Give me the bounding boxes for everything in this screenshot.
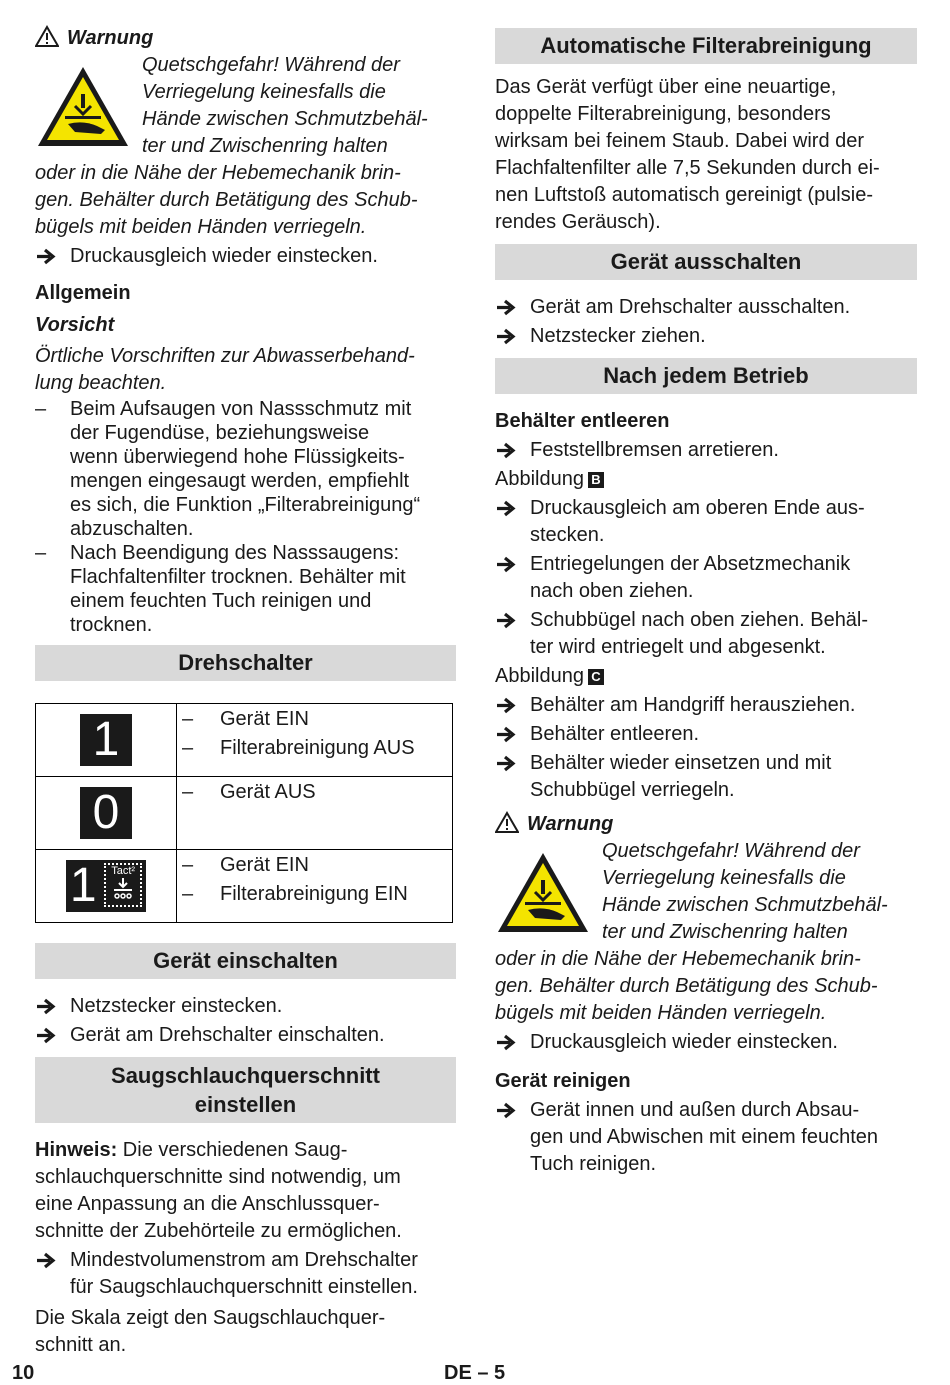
- arrow-right-icon: [495, 437, 519, 464]
- figure-reference-b: Abbildung B: [495, 466, 917, 493]
- step-item: Schubbügel nach oben ziehen. Behäl- ter wird entriegelt und abgesenkt.: [495, 607, 917, 661]
- warning-text-line: Hände zwischen Schmutzbehäl-: [142, 108, 428, 130]
- filter-paragraph: Das Gerät verfügt über eine neuartige, doppelte Filterabreinigung, besonders wirksam bei feinem Staub. Dabei wird der Flachfaltenfilter alle 7,5 Sekunden durch ei- nen Luftstoß automatisch gereinigt (pulsie- rendes Geräusch).: [495, 76, 880, 233]
- step-item: Gerät am Drehschalter einschalten.: [35, 1022, 456, 1049]
- switch-description-cell: – Gerät EIN – Filterabreinigung EIN: [177, 850, 453, 923]
- figure-reference-c: Abbildung C: [495, 663, 917, 690]
- page-number-right: DE – 5: [444, 1362, 506, 1384]
- section-heading-nach-betrieb: Nach jedem Betrieb: [495, 358, 917, 394]
- step-item: Mindestvolumenstrom am Drehschalter für Saugschlauchquerschnitt einstellen.: [35, 1247, 456, 1301]
- hint-paragraph: Hinweis: Die verschiedenen Saug- schlauchquerschnitte sind notwendig, um eine Anpassung an die Anschlussquer- schnitte der Zubehörteile zu ermöglichen.: [35, 1139, 402, 1242]
- switch-description-cell: – Gerät AUS: [177, 777, 453, 850]
- warning-text-line: Verriegelung keinesfalls die: [142, 81, 386, 103]
- figure-letter-b: B: [588, 472, 604, 488]
- dash-marker: –: [35, 542, 47, 564]
- warning-block-1: [35, 24, 456, 270]
- list-item: – Nach Beendigung des Nasssaugens: Flachfaltenfilter trocknen. Behälter mit einem feuchten Tuch reinigen und trocknen.: [35, 542, 406, 636]
- warning-title: Warnung: [495, 810, 917, 838]
- arrow-right-icon: [495, 692, 519, 719]
- step-item: Behälter wieder einsetzen und mit Schubbügel verriegeln.: [495, 750, 917, 804]
- table-row: [36, 850, 453, 923]
- step-item: Feststellbremsen arretieren.: [495, 437, 917, 464]
- crush-hazard-icon: [495, 850, 591, 936]
- warning-text-line: bügels mit beiden Händen verriegeln.: [35, 216, 367, 238]
- step-item: Gerät innen und außen durch Absau- gen und Abwischen mit einem feuchten Tuch reinigen.: [495, 1097, 917, 1178]
- step-item: Entriegelungen der Absetzmechanik nach oben ziehen.: [495, 551, 917, 605]
- arrow-right-icon: [495, 294, 519, 321]
- warning-text-line: ter und Zwischenring halten: [142, 135, 388, 157]
- arrow-right-icon: [35, 243, 59, 270]
- page-number-left: 10: [12, 1362, 35, 1384]
- arrow-right-icon: [495, 750, 519, 777]
- subheading-geraet-reinigen: Gerät reinigen: [495, 1070, 631, 1092]
- arrow-right-icon: [495, 495, 519, 522]
- warning-text-line: Quetschgefahr! Während der: [142, 54, 400, 76]
- arrow-right-icon: [495, 323, 519, 350]
- warning-text-line: gen. Behälter durch Betätigung des Schub-: [495, 975, 878, 997]
- step-item: Druckausgleich wieder einstecken.: [495, 1029, 917, 1056]
- warning-triangle-icon: [495, 811, 519, 833]
- arrow-right-icon: [35, 1247, 59, 1274]
- step-item: Netzstecker einstecken.: [35, 993, 456, 1020]
- section-heading-saugschlauch: Saugschlauchquerschnitt einstellen: [35, 1057, 456, 1123]
- step-item: Druckausgleich am oberen Ende aus- stecken.: [495, 495, 917, 549]
- step-item: Netzstecker ziehen.: [495, 323, 917, 350]
- switch-table: [35, 703, 453, 923]
- warning-text-line: oder in die Nähe der Hebemechanik brin-: [35, 162, 401, 184]
- warning-triangle-icon: [35, 25, 59, 47]
- caution-text-line: Örtliche Vorschriften zur Abwasserbehand-: [35, 345, 415, 367]
- step-item: Behälter am Handgriff herausziehen.: [495, 692, 917, 719]
- switch-symbol-0: 0: [80, 787, 132, 839]
- arrow-right-icon: [495, 1029, 519, 1056]
- arrow-right-icon: [495, 551, 519, 578]
- section-heading-einschalten: Gerät einschalten: [35, 943, 456, 979]
- scale-text-line: Die Skala zeigt den Saugschlauchquer-: [35, 1307, 386, 1329]
- step-item: Behälter entleeren.: [495, 721, 917, 748]
- step-item: Druckausgleich wieder einstecken.: [35, 243, 456, 270]
- filter-pulse-icon: [111, 877, 135, 901]
- warning-text-line: Verriegelung keinesfalls die: [602, 867, 846, 889]
- caution-text-line: lung beachten.: [35, 372, 167, 394]
- warning-text-line: ter und Zwischenring halten: [602, 921, 848, 943]
- warning-title: Warnung: [35, 24, 456, 52]
- table-row: [36, 704, 453, 777]
- crush-hazard-icon: [35, 64, 131, 150]
- warning-block-2: [495, 810, 917, 1056]
- warning-text-line: Quetschgefahr! Während der: [602, 840, 860, 862]
- switch-description-cell: – Gerät EIN – Filterabreinigung AUS: [177, 704, 453, 777]
- caution-title: Vorsicht: [35, 314, 115, 336]
- right-column: [495, 22, 917, 1180]
- left-column: [35, 24, 456, 1359]
- arrow-right-icon: [495, 1097, 519, 1124]
- step-item: Gerät am Drehschalter ausschalten.: [495, 294, 917, 321]
- arrow-right-icon: [35, 993, 59, 1020]
- table-row: [36, 777, 453, 850]
- arrow-right-icon: [495, 721, 519, 748]
- warning-text-line: gen. Behälter durch Betätigung des Schub-: [35, 189, 418, 211]
- section-heading-ausschalten: Gerät ausschalten: [495, 244, 917, 280]
- figure-letter-c: C: [588, 669, 604, 685]
- warning-text-line: bügels mit beiden Händen verriegeln.: [495, 1002, 827, 1024]
- section-heading-drehschalter: Drehschalter: [35, 645, 456, 681]
- subheading-behaelter-entleeren: Behälter entleeren: [495, 410, 670, 432]
- arrow-right-icon: [495, 607, 519, 634]
- arrow-right-icon: [35, 1022, 59, 1049]
- switch-position-cell: [36, 704, 177, 777]
- warning-text-line: Hände zwischen Schmutzbehäl-: [602, 894, 888, 916]
- section-heading-allgemein: Allgemein: [35, 282, 131, 304]
- switch-symbol-tact: 1 Tact²: [66, 860, 146, 912]
- hint-label: Hinweis:: [35, 1139, 118, 1161]
- switch-symbol-1: 1: [80, 714, 132, 766]
- warning-text-line: oder in die Nähe der Hebemechanik brin-: [495, 948, 861, 970]
- switch-position-cell: [36, 850, 177, 923]
- dash-marker: –: [35, 398, 47, 420]
- list-item: – Beim Aufsaugen von Nassschmutz mit der Fugendüse, beziehungsweise wenn überwiegend hohe Flüssigkeits- mengen eingesaugt werden, empfiehlt es sich, die Funktion „Filterabreinigung“ abzuschalten.: [35, 398, 421, 540]
- section-heading-filterabreinigung: Automatische Filterabreinigung: [495, 28, 917, 64]
- switch-position-cell: [36, 777, 177, 850]
- scale-text-line: schnitt an.: [35, 1334, 127, 1356]
